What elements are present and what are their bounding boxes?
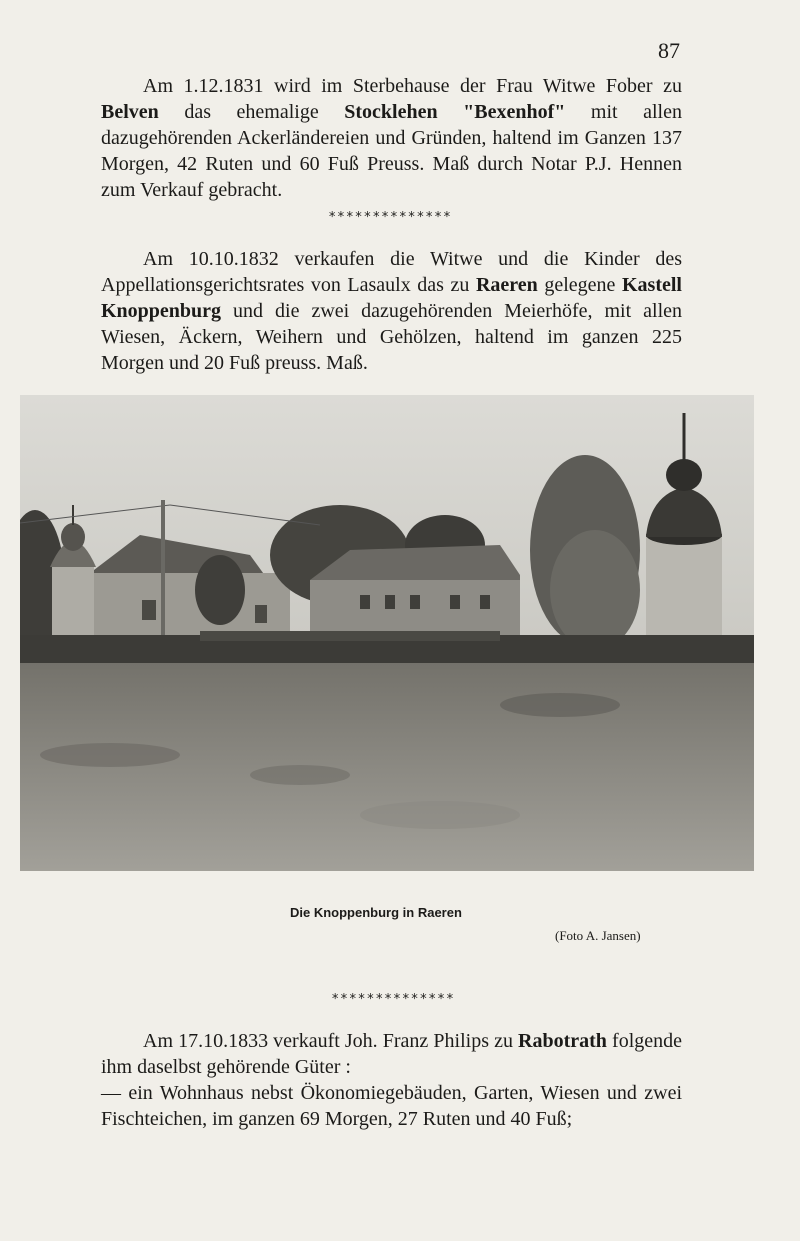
paragraph-bexenhof bbox=[101, 73, 682, 203]
paragraph-rabotrath bbox=[101, 1028, 682, 1132]
separator-2: ************** bbox=[331, 992, 455, 1007]
page-number: 87 bbox=[658, 38, 680, 63]
p1-text-c: das ehemalige bbox=[158, 101, 345, 123]
photo-caption: Die Knoppenburg in Raeren bbox=[290, 905, 462, 920]
p1-text-a: Am 1.12.1831 wird im Sterbehause der Frau Witwe Fober zu bbox=[143, 75, 682, 97]
photo-credit: (Foto A. Jansen) bbox=[555, 928, 641, 943]
p1-place-belven: Belven bbox=[101, 101, 159, 123]
p3-list-item: — ein Wohnhaus nebst Ökonomiegebäuden, Garten, Wiesen und zwei Fischteichen, im ganzen 69 Morgen, 27 Ruten und 40 Fuß; bbox=[101, 1082, 682, 1130]
p2-text-d: und die zwei dazugehörenden Meierhöfe, mit allen Wiesen, Äckern, Weihern und Gehölzen, haltend im ganzen 225 Morgen und 20 Fuß preuss. Maß. bbox=[101, 300, 682, 374]
p3-text-c: folgende ihm daselbst gehörende Güter : bbox=[101, 1030, 682, 1078]
p2-text-a: Am 10.10.1832 verkaufen die Witwe und die Kinder des Appellationsgerichtsrates von Lasaulx das zu bbox=[101, 248, 682, 296]
p1-text-d: mit allen dazugehörenden Ackerländereien und Gründen, haltend im Ganzen 137 Morgen, 42 Ruten und 60 Fuß Preuss. Maß durch Notar P.J. Hennen zum Verkauf gebracht. bbox=[101, 101, 682, 201]
p3-text-a: Am 17.10.1833 verkauft Joh. Franz Philips zu bbox=[143, 1030, 519, 1052]
separator-1: ************** bbox=[328, 210, 452, 225]
p2-text-c: gelegene bbox=[537, 274, 622, 296]
p3-place-rabotrath: Rabotrath bbox=[518, 1030, 607, 1052]
p1-estate-bexenhof: Stocklehen "Bexenhof" bbox=[344, 101, 566, 123]
knoppenburg-photo bbox=[20, 395, 754, 871]
paragraph-knoppenburg bbox=[101, 246, 682, 376]
p2-place-raeren: Raeren bbox=[475, 274, 538, 296]
p2-castle-knoppenburg: Kastell Knoppenburg bbox=[101, 274, 682, 322]
